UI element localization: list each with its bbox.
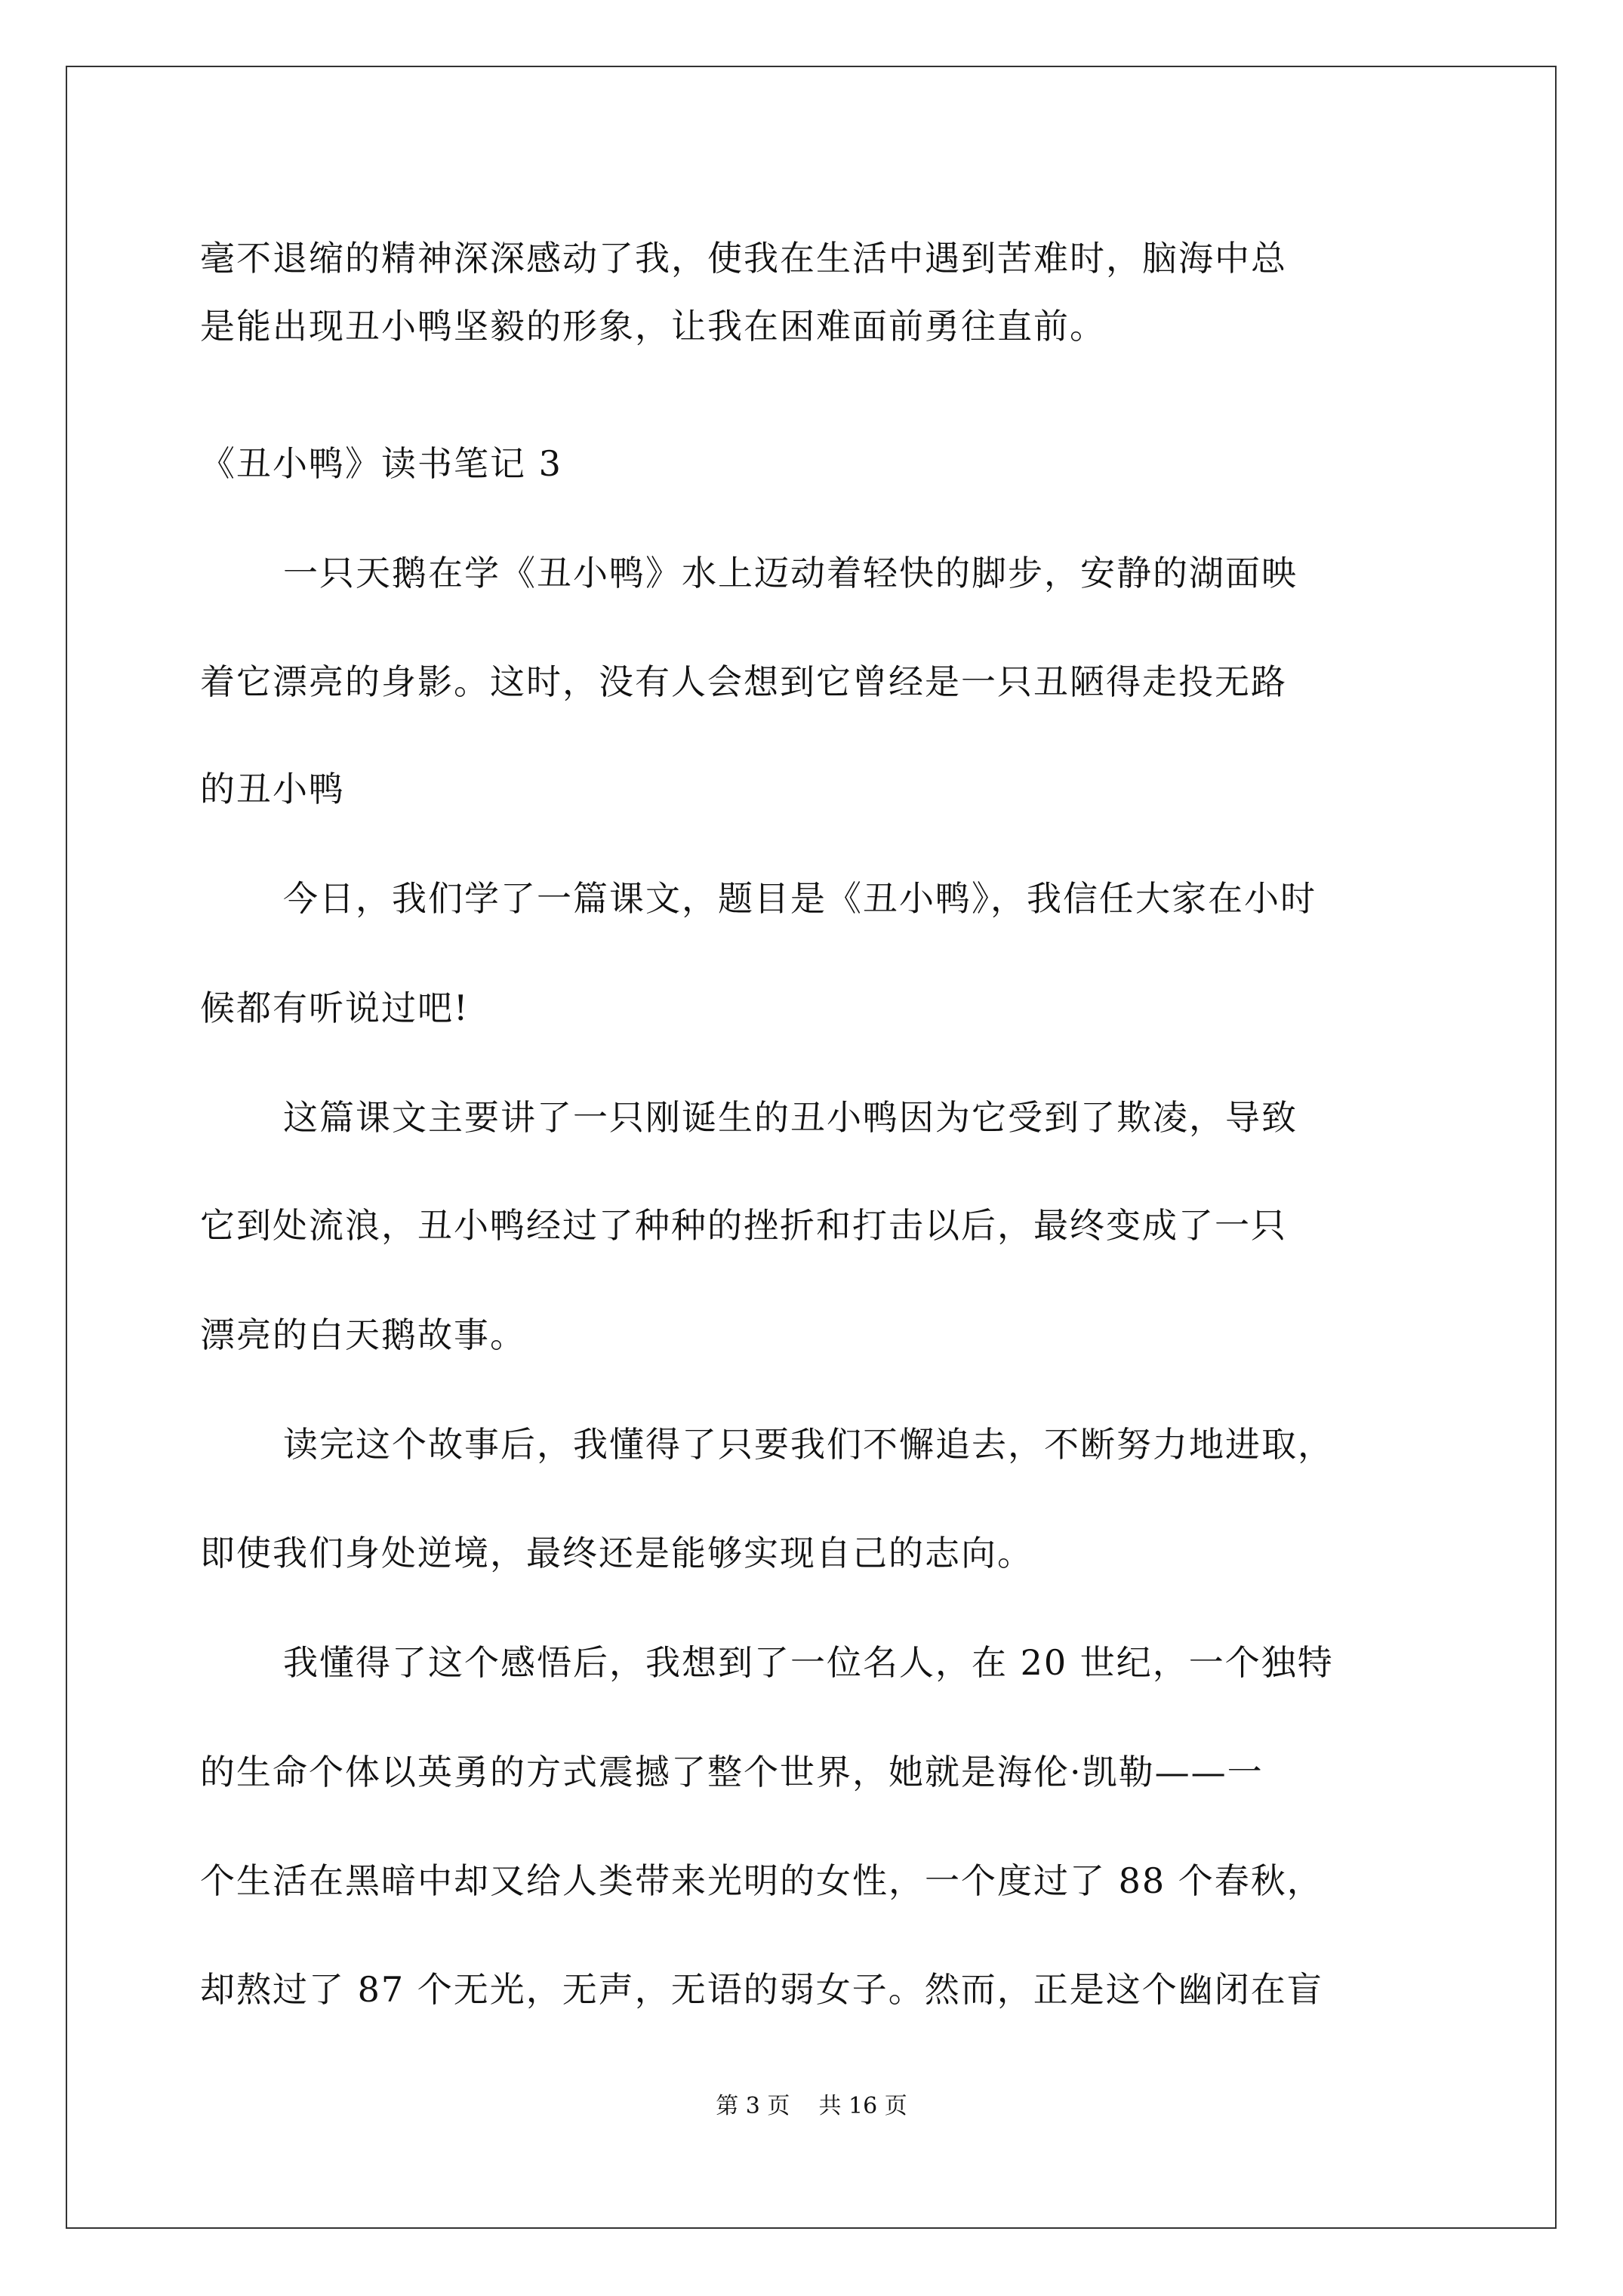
text-line: 着它漂亮的身影。这时，没有人会想到它曾经是一只丑陋得走投无路 (200, 661, 1287, 702)
page-frame (66, 66, 1557, 2229)
text-line: 的丑小鸭 (200, 769, 345, 809)
text-line: 这篇课文主要讲了一只刚诞生的丑小鸭因为它受到了欺凌，导致 (283, 1097, 1298, 1138)
text-line: 的生命个体以英勇的方式震撼了整个世界，她就是海伦·凯勒——一 (200, 1752, 1264, 1792)
text-line: 它到处流浪，丑小鸭经过了种种的挫折和打击以后，最终变成了一只 (200, 1205, 1287, 1246)
text-line: 毫不退缩的精神深深感动了我，使我在生活中遇到苦难时，脑海中总 (200, 238, 1287, 279)
text-line: 个生活在黑暗中却又给人类带来光明的女性，一个度过了 88 个春秋， (200, 1860, 1323, 1901)
section-heading: 《丑小鸭》读书笔记 3 (200, 443, 562, 484)
page-number-footer: 第 3 页 共 16 页 (716, 2093, 907, 2119)
text-line: 今日，我们学了一篇课文，题目是《丑小鸭》，我信任大家在小时 (283, 878, 1317, 919)
text-line: 漂亮的白天鹅故事。 (200, 1314, 526, 1355)
text-line: 一只天鹅在学《丑小鸭》水上迈动着轻快的脚步，安静的湖面映 (283, 553, 1298, 593)
text-line: 读完这个故事后，我懂得了只要我们不懈追去，不断努力地进取， (283, 1424, 1334, 1465)
text-line: 却熬过了 87 个无光，无声，无语的弱女子。然而，正是这个幽闭在盲 (200, 1969, 1323, 2010)
text-line: 即使我们身处逆境，最终还是能够实现自己的志向。 (200, 1533, 1033, 1573)
text-line: 候都有听说过吧! (200, 988, 470, 1028)
text-line: 我懂得了这个感悟后，我想到了一位名人，在 20 世纪，一个独特 (283, 1642, 1334, 1683)
text-line: 是能出现丑小鸭坚毅的形象，让我在困难面前勇往直前。 (200, 306, 1106, 347)
